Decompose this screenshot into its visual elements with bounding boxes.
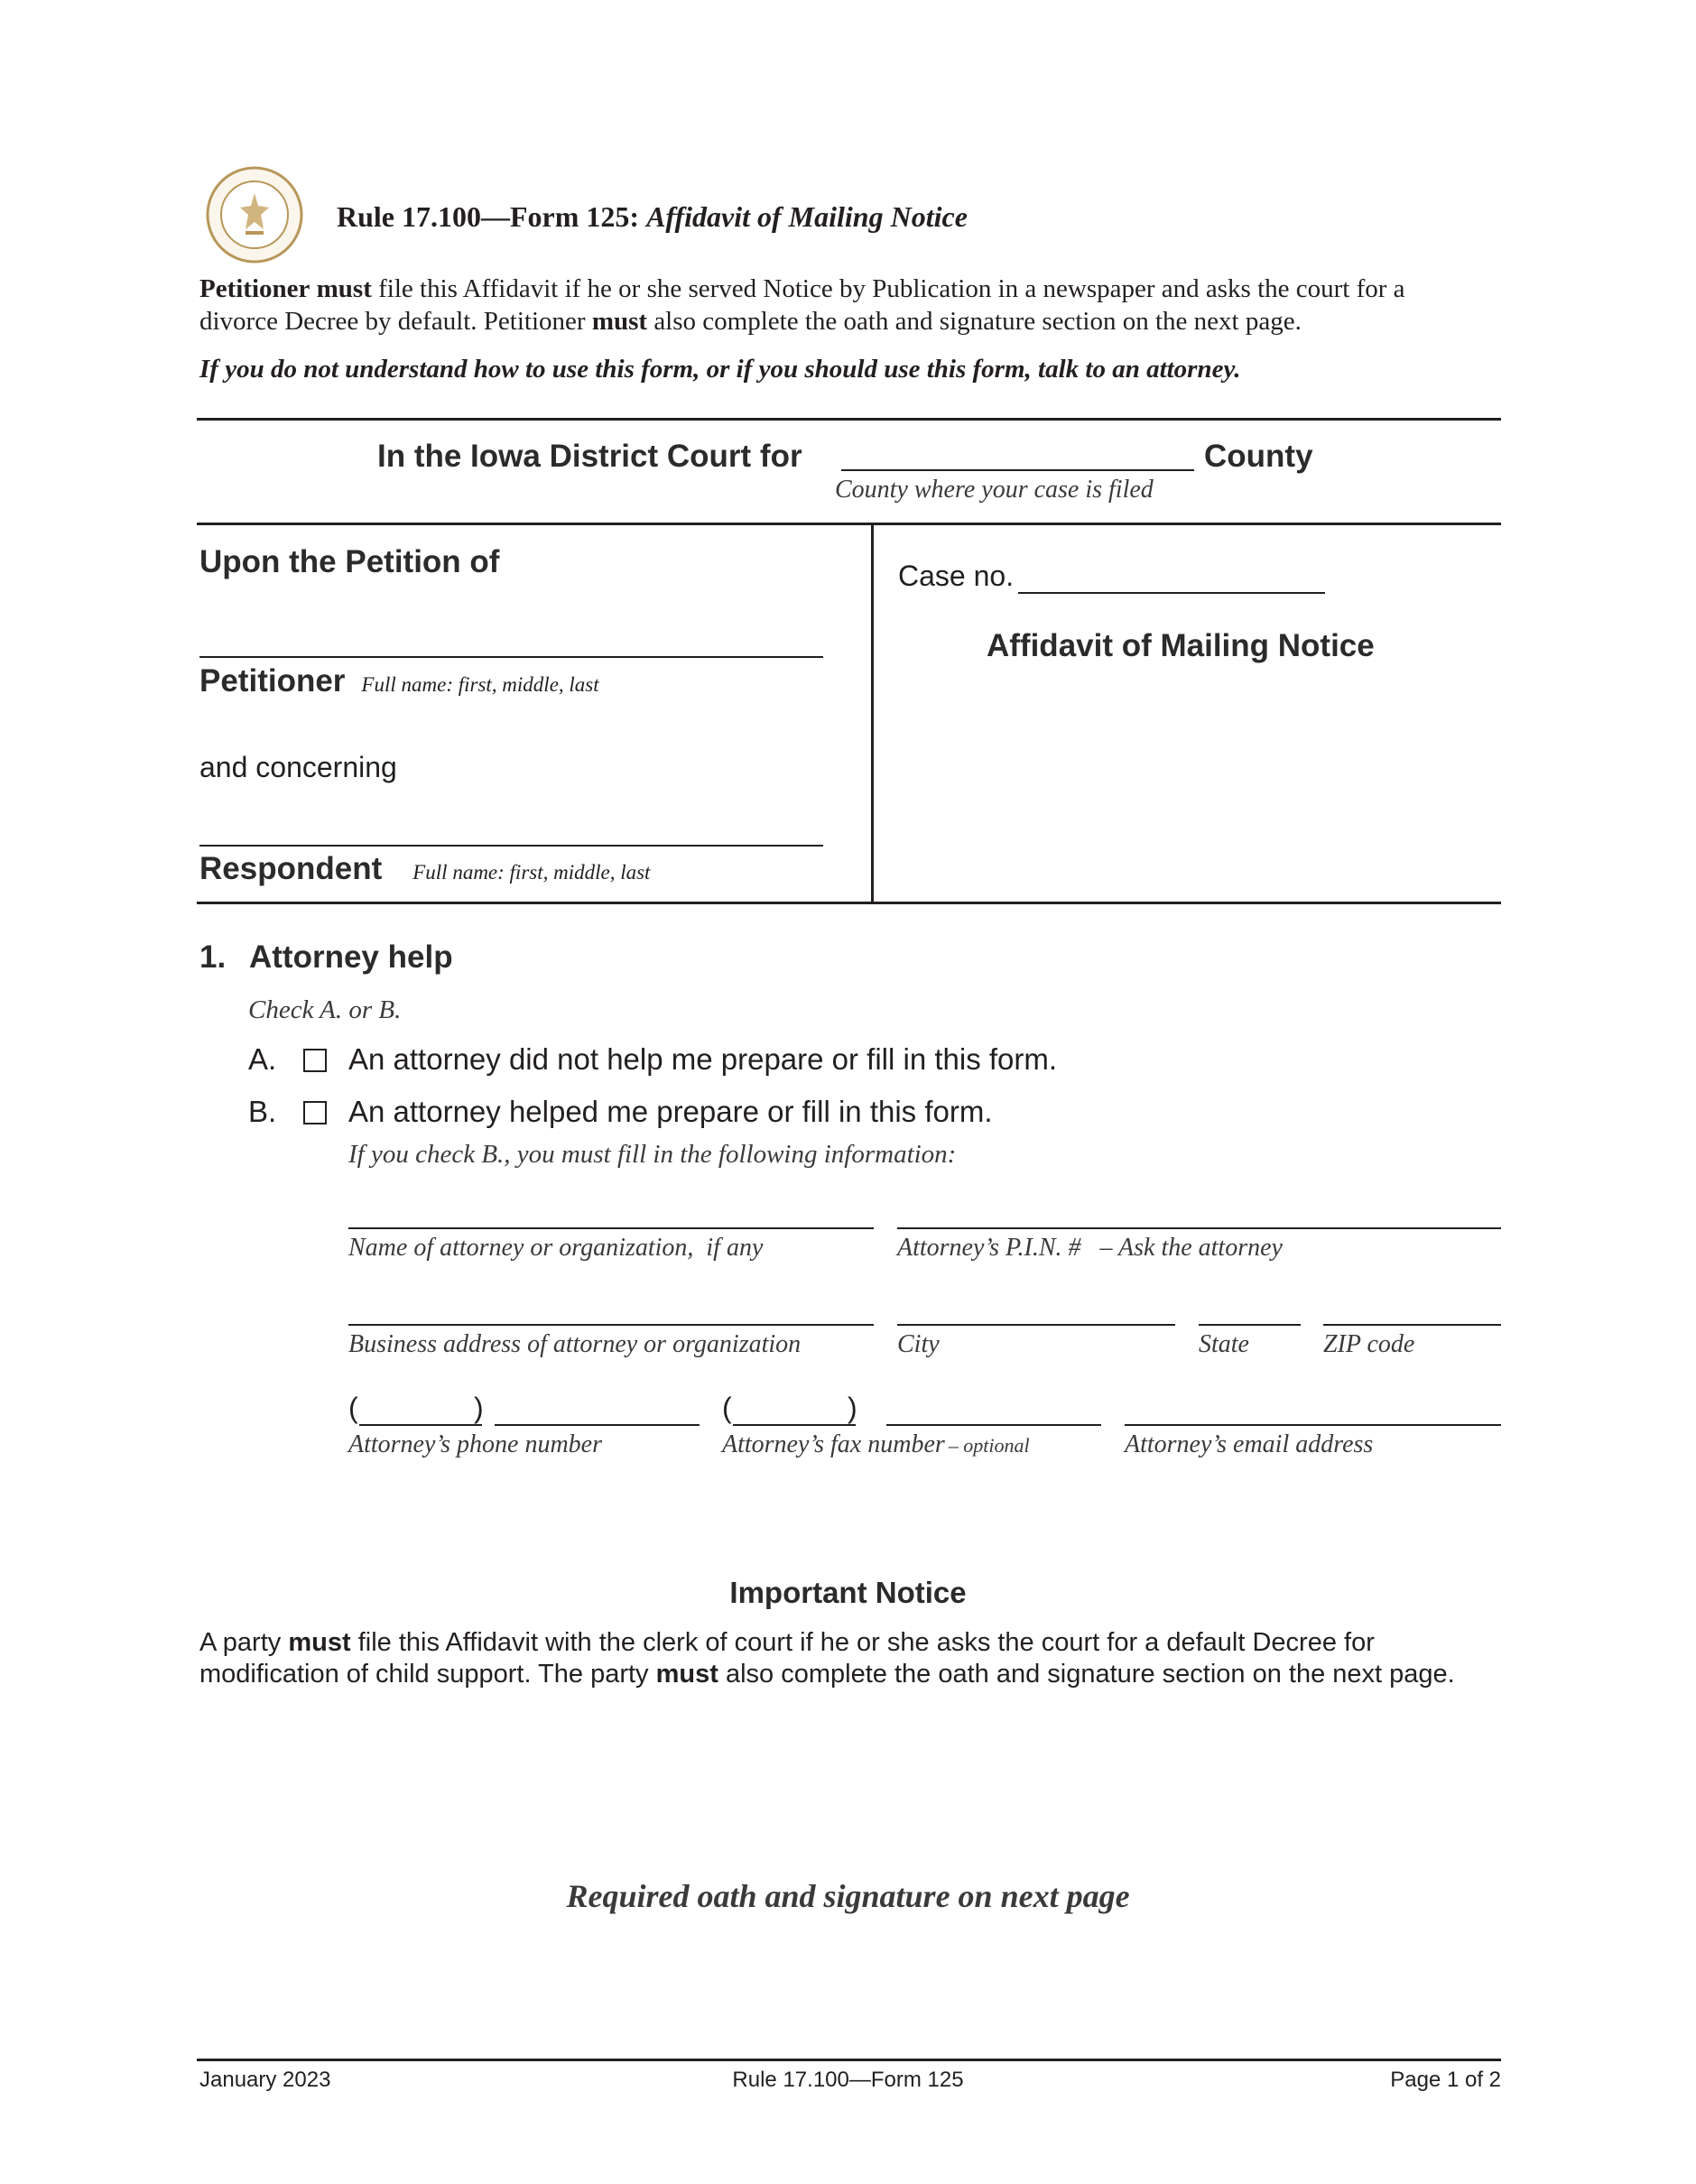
attorney-warning: If you do not understand how to use this form, or if you should use this form, talk to an attorney. — [199, 355, 1241, 384]
caption-bottom-rule — [197, 902, 1501, 904]
petitioner-row — [199, 663, 599, 699]
phone-area-line[interactable] — [359, 1424, 482, 1426]
fax-area-line[interactable] — [733, 1424, 856, 1426]
option-a-checkbox[interactable] — [303, 1049, 327, 1072]
state-caption: State — [1199, 1330, 1249, 1358]
form-header — [337, 200, 968, 234]
phone-number-line[interactable] — [495, 1424, 700, 1426]
option-b-label: An attorney helped me prepare or fill in this form. — [348, 1095, 993, 1128]
intro-line-2: divorce Decree by default. Petitioner must also complete the oath and signature section on the next page. — [199, 307, 1302, 336]
fax-area-open: ( — [722, 1392, 732, 1424]
phone-area-open: ( — [348, 1392, 358, 1424]
city-caption: City — [897, 1330, 940, 1358]
court-rule — [197, 523, 1501, 525]
option-a-letter: A. — [248, 1042, 277, 1076]
state-line[interactable] — [1199, 1324, 1301, 1326]
footer-page-number: Page 1 of 2 — [1390, 2068, 1501, 2092]
phone-area-close: ) — [474, 1392, 484, 1424]
email-caption: Attorney’s email address — [1125, 1430, 1374, 1458]
respondent-name-line[interactable] — [199, 845, 823, 847]
rule-number: Rule 17.100—Form 125: — [337, 200, 640, 233]
next-page-note: Required oath and signature on next page — [566, 1878, 1130, 1914]
and-concerning: and concerning — [199, 751, 397, 783]
form-title: Affidavit of Mailing Notice — [646, 200, 968, 233]
footer-form: Rule 17.100—Form 125 — [732, 2068, 964, 2092]
option-b-letter: B. — [248, 1095, 277, 1128]
zip-line[interactable] — [1323, 1324, 1501, 1326]
respondent-hint: Full name: first, middle, last — [412, 861, 651, 884]
attorney-name-line[interactable] — [348, 1227, 874, 1229]
court-label: In the Iowa District Court for — [377, 439, 802, 474]
county-word: County — [1204, 439, 1313, 474]
footer-rule — [197, 2059, 1501, 2061]
email-line[interactable] — [1125, 1424, 1501, 1426]
attorney-name-caption: Name of attorney or organization, if any — [348, 1234, 764, 1262]
option-a-label: An attorney did not help me prepare or fill in this form. — [348, 1042, 1058, 1076]
top-rule — [197, 418, 1501, 421]
attorney-pin-caption: Attorney’s P.I.N. # – Ask the attorney — [897, 1234, 1283, 1262]
business-address-line[interactable] — [348, 1324, 874, 1326]
check-instruction: Check A. or B. — [248, 995, 402, 1024]
fax-caption: Attorney’s fax number – optional — [722, 1430, 1030, 1458]
important-notice-title: Important Notice — [729, 1576, 967, 1609]
zip-caption: ZIP code — [1323, 1330, 1415, 1358]
notice-line-2: modification of child support. The party must also complete the oath and signature section on the next page. — [199, 1660, 1455, 1689]
respondent-label: Respondent — [199, 851, 383, 886]
county-hint: County where your case is filed — [835, 476, 1154, 504]
attorney-pin-line[interactable] — [897, 1227, 1501, 1229]
business-address-caption: Business address of attorney or organization — [348, 1330, 802, 1358]
case-no-label: Case no. — [898, 560, 1015, 592]
section-1-number: 1. — [199, 939, 227, 975]
petitioner-hint: Full name: first, middle, last — [361, 673, 599, 696]
petitioner-name-line[interactable] — [199, 656, 823, 658]
phone-caption: Attorney’s phone number — [348, 1430, 602, 1458]
intro-line-1: Petitioner must file this Affidavit if he or she served Notice by Publication in a newspaper and asks the court for a — [199, 274, 1405, 303]
fax-number-line[interactable] — [886, 1424, 1101, 1426]
notice-line-1: A party must file this Affidavit with the clerk of court if he or she asks the court for a default Decree for — [199, 1628, 1375, 1657]
case-no-line[interactable] — [1018, 592, 1325, 594]
respondent-row — [199, 851, 650, 887]
iowa-judicial-branch-seal — [206, 166, 303, 264]
upon-petition-label: Upon the Petition of — [199, 544, 500, 579]
document-title: Affidavit of Mailing Notice — [987, 628, 1375, 663]
if-check-b-instruction: If you check B., you must fill in the following information: — [348, 1140, 957, 1169]
option-b-checkbox[interactable] — [303, 1101, 327, 1124]
petitioner-label: Petitioner — [199, 663, 346, 699]
county-input-line[interactable] — [841, 469, 1194, 471]
footer-date: January 2023 — [199, 2068, 331, 2092]
section-1-title: Attorney help — [249, 939, 453, 975]
fax-area-close: ) — [848, 1392, 857, 1424]
caption-divider — [871, 523, 874, 902]
city-line[interactable] — [897, 1324, 1175, 1326]
